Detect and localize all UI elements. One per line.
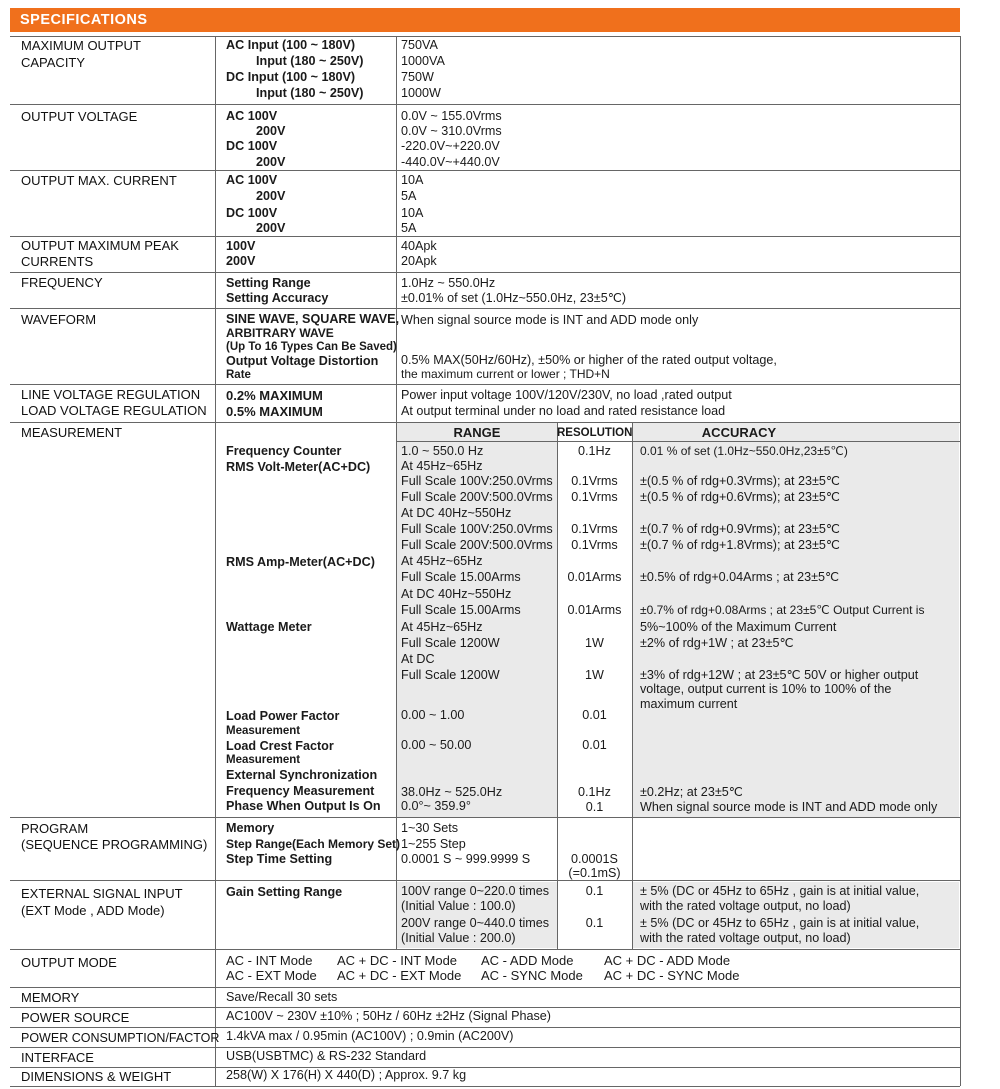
col-header-resolution: RESOLUTION xyxy=(557,427,633,439)
measurement-accuracy: 0.01 % of set (1.0Hz~550.0Hz,23±5℃) xyxy=(640,444,848,458)
waveform-cond: Output Voltage Distortion xyxy=(226,354,379,368)
max-output-cond: Input (180 ~ 250V) xyxy=(256,86,364,100)
program-resolution: 0.0001S xyxy=(571,852,618,866)
label-max-output: MAXIMUM OUTPUT xyxy=(21,38,141,53)
measurement-accuracy: When signal source mode is INT and ADD mode only xyxy=(640,800,938,814)
measurement-resolution: 0.1 xyxy=(585,800,604,814)
regulation-cond: 0.5% MAXIMUM xyxy=(226,404,323,419)
col-header-accuracy: ACCURACY xyxy=(701,425,777,440)
ext-signal-range: (Initial Value : 200.0) xyxy=(401,931,516,945)
measurement-resolution: 1W xyxy=(585,636,604,650)
peak-current-value: 20Apk xyxy=(401,254,437,268)
label-program: PROGRAM xyxy=(21,821,89,836)
output-current-cond: 200V xyxy=(256,221,286,235)
ext-signal-accuracy: with the rated voltage output, no load) xyxy=(640,899,851,913)
ext-signal-range: 100V range 0~220.0 times xyxy=(401,884,550,898)
max-output-value: 750W xyxy=(401,70,434,84)
measurement-resolution: 0.1Hz xyxy=(578,785,611,799)
ext-signal-accuracy: with the rated voltage output, no load) xyxy=(640,931,851,945)
measurement-range: Full Scale 200V:500.0Vrms xyxy=(401,490,553,504)
output-voltage-cond: 200V xyxy=(256,124,286,138)
measurement-item: Load Power Factor xyxy=(226,709,340,723)
measurement-resolution: 0.01 xyxy=(582,708,607,722)
measurement-accuracy: ±(0.7 % of rdg+0.9Vrms); at 23±5℃ xyxy=(640,522,841,536)
waveform-cond: SINE WAVE, SQUARE WAVE, xyxy=(226,312,400,326)
measurement-resolution: 1W xyxy=(585,668,604,682)
ext-signal-cond: Gain Setting Range xyxy=(226,885,343,899)
waveform-cond: (Up To 16 Types Can Be Saved) xyxy=(226,341,397,353)
output-voltage-value: 0.0V ~ 310.0Vrms xyxy=(401,124,502,138)
interface-value: USB(USBTMC) & RS-232 Standard xyxy=(226,1049,427,1063)
measurement-range: At 45Hz~65Hz xyxy=(401,554,483,568)
peak-current-value: 40Apk xyxy=(401,239,437,253)
label-peak-current: OUTPUT MAXIMUM PEAK xyxy=(21,238,179,253)
measurement-range: At 45Hz~65Hz xyxy=(401,459,483,473)
ext-signal-range: (Initial Value : 100.0) xyxy=(401,899,516,913)
output-mode-item: AC + DC - EXT Mode xyxy=(337,968,462,983)
measurement-range: At DC xyxy=(401,652,435,666)
ext-signal-resolution: 0.1 xyxy=(585,884,604,898)
waveform-value: When signal source mode is INT and ADD mode only xyxy=(401,313,699,327)
measurement-resolution: 0.1Vrms xyxy=(571,538,618,552)
measurement-item: Measurement xyxy=(226,725,301,737)
measurement-accuracy: ±0.7% of rdg+0.08Arms ; at 23±5℃ Output Current is xyxy=(640,603,925,617)
measurement-accuracy: voltage, output current is 10% to 100% of the xyxy=(640,682,892,696)
regulation-value: At output terminal under no load and rated resistance load xyxy=(401,404,726,418)
label-output-voltage: OUTPUT VOLTAGE xyxy=(21,109,138,124)
frequency-value: 1.0Hz ~ 550.0Hz xyxy=(401,276,496,290)
label-program-2: (SEQUENCE PROGRAMMING) xyxy=(21,837,208,852)
program-cond: Step Time Setting xyxy=(226,852,333,866)
measurement-range: 0.0°~ 359.9° xyxy=(401,799,471,813)
peak-current-cond: 200V xyxy=(226,254,256,268)
measurement-item: Wattage Meter xyxy=(226,620,312,634)
label-waveform: WAVEFORM xyxy=(21,312,97,327)
measurement-range: Full Scale 1200W xyxy=(401,668,500,682)
memory-value: Save/Recall 30 sets xyxy=(226,990,338,1004)
measurement-range: Full Scale 100V:250.0Vrms xyxy=(401,522,553,536)
output-current-cond: 200V xyxy=(256,189,286,203)
measurement-accuracy: ±0.5% of rdg+0.04Arms ; at 23±5℃ xyxy=(640,570,840,584)
output-current-cond: DC 100V xyxy=(226,206,278,220)
dimensions-value: 258(W) X 176(H) X 440(D) ; Approx. 9.7 kg xyxy=(226,1068,467,1082)
label-output-current: OUTPUT MAX. CURRENT xyxy=(21,173,177,188)
output-mode-item: AC - SYNC Mode xyxy=(481,968,583,983)
output-voltage-cond: DC 100V xyxy=(226,139,278,153)
max-output-value: 750VA xyxy=(401,38,438,52)
label-power-consumption: POWER CONSUMPTION/FACTOR xyxy=(21,1031,220,1045)
measurement-accuracy: ±0.2Hz; at 23±5℃ xyxy=(640,785,743,799)
measurement-resolution: 0.1Vrms xyxy=(571,522,618,536)
output-mode-item: AC - INT Mode xyxy=(226,953,313,968)
measurement-resolution: 0.01Arms xyxy=(567,570,622,584)
measurement-range: Full Scale 15.00Arms xyxy=(401,603,521,617)
ext-signal-accuracy: ± 5% (DC or 45Hz to 65Hz , gain is at initial value, xyxy=(640,884,920,898)
program-value: 0.0001 S ~ 999.9999 S xyxy=(401,852,531,866)
waveform-value: the maximum current or lower ; THD+N xyxy=(401,367,610,381)
measurement-accuracy: maximum current xyxy=(640,697,738,711)
measurement-accuracy: ±(0.7 % of rdg+1.8Vrms); at 23±5℃ xyxy=(640,538,841,552)
measurement-accuracy: ±(0.5 % of rdg+0.6Vrms); at 23±5℃ xyxy=(640,490,841,504)
output-voltage-value: 0.0V ~ 155.0Vrms xyxy=(401,109,502,123)
waveform-cond: ARBITRARY WAVE xyxy=(226,326,334,340)
output-mode-item: AC - ADD Mode xyxy=(481,953,574,968)
output-current-value: 10A xyxy=(401,173,424,187)
frequency-cond: Setting Range xyxy=(226,276,311,290)
measurement-range: 0.00 ~ 1.00 xyxy=(401,708,465,722)
measurement-range: Full Scale 15.00Arms xyxy=(401,570,521,584)
measurement-item: Phase When Output Is On xyxy=(226,799,381,813)
measurement-accuracy: ±2% of rdg+1W ; at 23±5℃ xyxy=(640,636,794,650)
measurement-resolution: 0.01Arms xyxy=(567,603,622,617)
measurement-accuracy: 5%~100% of the Maximum Current xyxy=(640,620,837,634)
ext-signal-range: 200V range 0~440.0 times xyxy=(401,916,550,930)
measurement-range: 1.0 ~ 550.0 Hz xyxy=(401,444,484,458)
max-output-cond: AC Input (100 ~ 180V) xyxy=(226,38,356,52)
label-peak-current-2: CURRENTS xyxy=(21,254,94,269)
ext-signal-accuracy: ± 5% (DC or 45Hz to 65Hz , gain is at initial value, xyxy=(640,916,920,930)
regulation-value: Power input voltage 100V/120V/230V, no load ,rated output xyxy=(401,388,732,402)
label-dimensions: DIMENSIONS & WEIGHT xyxy=(21,1069,172,1084)
output-mode-item: AC + DC - INT Mode xyxy=(337,953,458,968)
output-voltage-value: -440.0V~+440.0V xyxy=(401,155,500,169)
max-output-value: 1000VA xyxy=(401,54,445,68)
measurement-resolution: 0.1Vrms xyxy=(571,490,618,504)
measurement-item: Load Crest Factor xyxy=(226,739,334,753)
measurement-range: Full Scale 100V:250.0Vrms xyxy=(401,474,553,488)
program-resolution: (=0.1mS) xyxy=(568,866,621,880)
measurement-item: RMS Volt-Meter(AC+DC) xyxy=(226,460,371,474)
measurement-resolution: 0.1Hz xyxy=(578,444,611,458)
measurement-item: External Synchronization xyxy=(226,768,378,782)
measurement-item: Measurement xyxy=(226,754,301,766)
output-current-cond: AC 100V xyxy=(226,173,278,187)
output-current-value: 5A xyxy=(401,221,417,235)
measurement-range: 38.0Hz ~ 525.0Hz xyxy=(401,785,503,799)
max-output-cond: Input (180 ~ 250V) xyxy=(256,54,364,68)
output-voltage-value: -220.0V~+220.0V xyxy=(401,139,500,153)
label-interface: INTERFACE xyxy=(21,1050,94,1065)
output-voltage-cond: 200V xyxy=(256,155,286,169)
specifications-header: SPECIFICATIONS xyxy=(10,8,960,32)
output-current-value: 5A xyxy=(401,189,417,203)
output-current-value: 10A xyxy=(401,206,424,220)
measurement-item: Frequency Measurement xyxy=(226,784,375,798)
program-cond: Memory xyxy=(226,821,275,835)
label-memory: MEMORY xyxy=(21,990,80,1005)
measurement-range: At DC 40Hz~550Hz xyxy=(401,506,512,520)
label-load-regulation: LOAD VOLTAGE REGULATION xyxy=(21,403,207,418)
max-output-cond: DC Input (100 ~ 180V) xyxy=(226,70,356,84)
peak-current-cond: 100V xyxy=(226,239,256,253)
waveform-value: 0.5% MAX(50Hz/60Hz), ±50% or higher of the rated output voltage, xyxy=(401,353,777,367)
output-mode-item: AC - EXT Mode xyxy=(226,968,317,983)
output-mode-item: AC + DC - ADD Mode xyxy=(604,953,731,968)
measurement-range: Full Scale 200V:500.0Vrms xyxy=(401,538,553,552)
label-max-output-2: CAPACITY xyxy=(21,55,86,70)
col-header-range: RANGE xyxy=(453,425,501,440)
label-frequency: FREQUENCY xyxy=(21,275,103,290)
program-cond: Step Range(Each Memory Set) xyxy=(226,837,401,851)
measurement-range: 0.00 ~ 50.00 xyxy=(401,738,472,752)
program-value: 1~30 Sets xyxy=(401,821,459,835)
measurement-item: RMS Amp-Meter(AC+DC) xyxy=(226,555,375,569)
output-mode-item: AC + DC - SYNC Mode xyxy=(604,968,740,983)
measurement-resolution: 0.1Vrms xyxy=(571,474,618,488)
measurement-accuracy: ±3% of rdg+12W ; at 23±5℃ 50V or higher output xyxy=(640,668,919,682)
output-voltage-cond: AC 100V xyxy=(226,109,278,123)
power-source-value: AC100V ~ 230V ±10% ; 50Hz / 60Hz ±2Hz (Signal Phase) xyxy=(226,1009,551,1023)
max-output-value: 1000W xyxy=(401,86,441,100)
frequency-value: ±0.01% of set (1.0Hz~550.0Hz, 23±5℃) xyxy=(401,291,627,305)
program-value: 1~255 Step xyxy=(401,837,466,851)
measurement-range: Full Scale 1200W xyxy=(401,636,500,650)
measurement-range: At 45Hz~65Hz xyxy=(401,620,483,634)
measurement-item: Frequency Counter xyxy=(226,444,342,458)
frequency-cond: Setting Accuracy xyxy=(226,291,329,305)
label-ext-signal: EXTERNAL SIGNAL INPUT xyxy=(21,886,183,901)
ext-signal-resolution: 0.1 xyxy=(585,916,604,930)
measurement-range: At DC 40Hz~550Hz xyxy=(401,587,512,601)
measurement-accuracy: ±(0.5 % of rdg+0.3Vrms); at 23±5℃ xyxy=(640,474,841,488)
measurement-resolution: 0.01 xyxy=(582,738,607,752)
power-consumption-value: 1.4kVA max / 0.95min (AC100V) ; 0.9min (AC200V) xyxy=(226,1029,514,1043)
label-ext-signal-2: (EXT Mode , ADD Mode) xyxy=(21,903,165,918)
label-power-source: POWER SOURCE xyxy=(21,1010,130,1025)
label-output-mode: OUTPUT MODE xyxy=(21,955,117,970)
label-measurement: MEASUREMENT xyxy=(21,425,123,440)
label-line-regulation: LINE VOLTAGE REGULATION xyxy=(21,387,201,402)
waveform-cond: Rate xyxy=(226,369,251,381)
regulation-cond: 0.2% MAXIMUM xyxy=(226,388,323,403)
